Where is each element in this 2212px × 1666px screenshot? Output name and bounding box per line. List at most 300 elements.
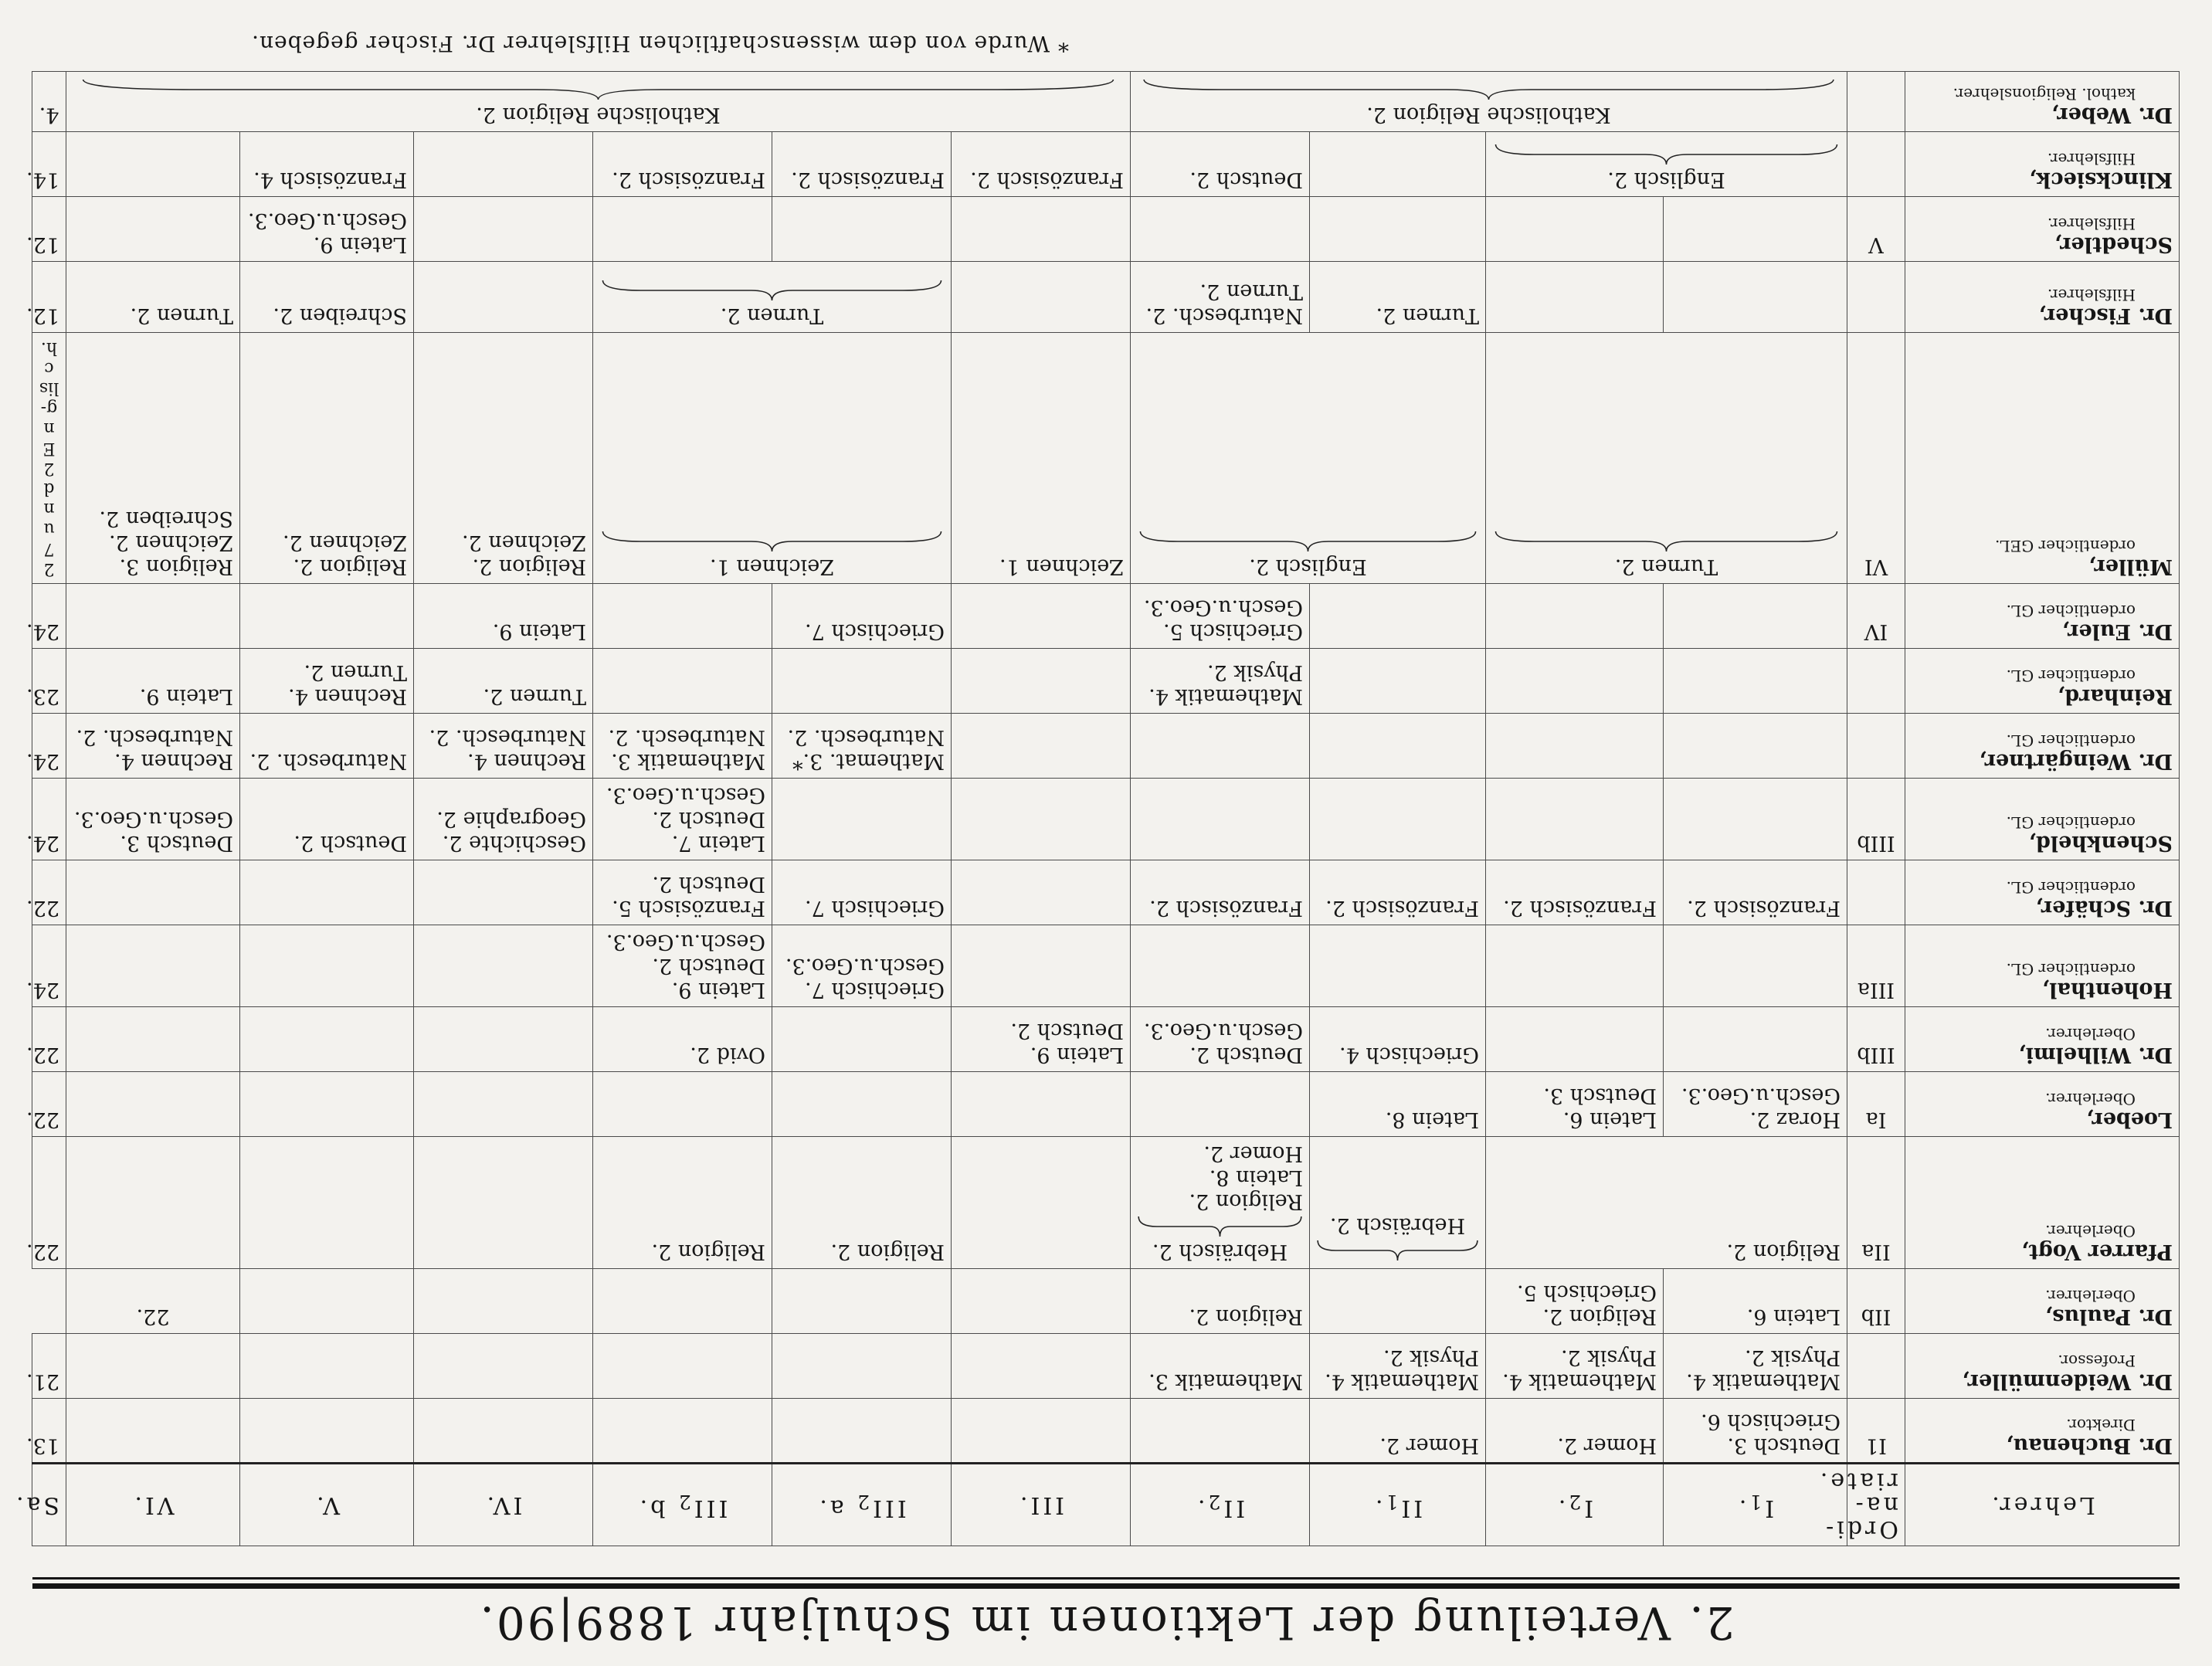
lesson-cell-I1 — [1664, 584, 1847, 649]
header-col-III: III. — [952, 1464, 1131, 1546]
sum-cell: 22. — [32, 860, 66, 925]
lesson-entry: Religion 2. — [293, 555, 407, 579]
teacher-name: Pfarrer Vogt, — [2021, 1240, 2173, 1264]
teacher-name: Dr. Weidenmüller, — [1962, 1369, 2173, 1393]
lesson-entry: Horaz 2. — [1749, 1108, 1841, 1132]
lesson-cell-IIIb — [772, 1269, 952, 1334]
lesson-cell-IIIa — [772, 584, 952, 649]
lesson-entry: Latein 9. — [671, 978, 765, 1002]
lesson-cell-II1 — [1310, 584, 1486, 649]
lesson-cell-II2 — [1131, 649, 1310, 714]
lesson-cell-III — [952, 1072, 1131, 1137]
lesson-entry: Mathematik 4. — [1325, 1369, 1479, 1393]
teacher-rank: kathol. Religionslehrer. — [1952, 85, 2136, 103]
lesson-entry: Religion 2. — [1726, 1240, 1841, 1264]
lesson-entry: Naturbesch. 2. — [76, 725, 233, 749]
lesson-cell-IV — [414, 1137, 593, 1269]
lesson-cell-II1 — [1310, 197, 1486, 262]
teacher-cell — [1905, 1399, 2180, 1464]
lesson-cell-III — [952, 197, 1131, 262]
table-row — [32, 584, 2180, 649]
sum-cell: 22. — [32, 1137, 66, 1269]
lesson-entry: Zeichnen 1. — [999, 555, 1124, 579]
lesson-entry: Deutsch 2. — [652, 807, 765, 831]
lesson-entry: Französisch 5. — [612, 896, 765, 920]
lesson-cell-I1 — [1664, 925, 1847, 1007]
teacher-cell — [1905, 72, 2180, 132]
sum-cell: 23. — [32, 649, 66, 714]
header-col-IIIa: $III_2$ a. — [772, 1464, 952, 1546]
brace-icon — [1316, 1237, 1479, 1264]
lesson-cell-II1 — [1310, 1072, 1486, 1137]
teacher-rank: Hilfslehrer. — [2047, 215, 2136, 233]
lesson-cell-IV — [414, 925, 593, 1007]
teacher-name: Klincksieck, — [2029, 168, 2173, 192]
teacher-name: Dr. Paulus, — [2044, 1305, 2173, 1328]
lesson-cell-II1 — [1310, 262, 1486, 333]
lesson-cell-IV — [414, 779, 593, 860]
header-col-V: V. — [240, 1464, 414, 1546]
lesson-entry: Gesch.u.Geo.3. — [1681, 1084, 1841, 1108]
lesson-cell-IIIa — [772, 860, 952, 925]
lesson-cell-VI — [66, 1072, 240, 1137]
lesson-cell-VI — [66, 1399, 240, 1464]
lesson-cell-II2 — [1131, 197, 1310, 262]
teacher-rank: Professor. — [2058, 1352, 2136, 1370]
brace-icon — [1137, 1213, 1303, 1240]
lesson-cell-V — [240, 779, 414, 860]
lesson-cell-II1 — [1310, 1137, 1486, 1269]
lesson-entry: Griechisch 7. — [805, 896, 945, 920]
hebraisch-label: Hebräisch 2. — [1329, 1213, 1466, 1237]
lesson-cell-I2 — [1486, 714, 1664, 779]
lesson-cell-I1 — [1486, 1137, 1847, 1269]
teacher-rank: ordentlicher GL. — [2006, 878, 2136, 897]
lesson-cell-II2 — [1131, 1137, 1310, 1269]
teacher-name: Loeber, — [2086, 1108, 2173, 1132]
lesson-entry: Französisch 4. — [253, 168, 407, 192]
ordinariat-cell: IIIa — [1847, 925, 1905, 1007]
lesson-cell-I1 — [1664, 1399, 1847, 1464]
teacher-cell — [1905, 779, 2180, 860]
brace-icon — [1137, 76, 1841, 103]
lesson-cell-I1 — [1664, 1007, 1847, 1072]
teacher-cell — [1905, 1072, 2180, 1137]
lesson-cell-V — [240, 1072, 414, 1137]
teacher-rank: Oberlehrer. — [2045, 1090, 2136, 1108]
lesson-cell-II1 — [1310, 1007, 1486, 1072]
lesson-cell-IIIb — [593, 779, 772, 860]
lesson-entry: Turnen 2. — [1199, 280, 1303, 304]
lesson-cell-I1 — [1664, 1072, 1847, 1137]
ordinariat-cell: VI — [1847, 333, 1905, 584]
lesson-entry: Französisch 2. — [1503, 896, 1657, 920]
lesson-cell-II2 — [1131, 860, 1310, 925]
lesson-cell-IIIa — [772, 197, 952, 262]
lesson-entry: Religion 2. — [1189, 1189, 1303, 1213]
teacher-cell — [1905, 649, 2180, 714]
lesson-cell-IV — [414, 262, 593, 333]
lesson-entry: Religion 3. — [119, 555, 233, 579]
lesson-cell-IV — [414, 860, 593, 925]
ordinariat-cell: IIa — [1847, 1137, 1905, 1269]
sum-cell: 24. — [32, 584, 66, 649]
lesson-cell-IIIb — [593, 1072, 772, 1137]
teacher-cell — [1905, 262, 2180, 333]
table-row — [32, 333, 2180, 584]
lesson-cell-VI — [66, 925, 240, 1007]
lesson-cell-V — [240, 333, 414, 584]
lesson-cell-V — [240, 925, 414, 1007]
lesson-entry: Religion 2. — [1542, 1305, 1657, 1328]
lesson-cell-IV — [414, 714, 593, 779]
lesson-entry: Deutsch 3. — [120, 831, 233, 855]
teacher-cell — [1905, 584, 2180, 649]
lesson-entry: Geschichte 2. — [442, 831, 586, 855]
lesson-cell-III — [952, 333, 1131, 584]
lesson-entry: Homer 2. — [1203, 1142, 1303, 1166]
lesson-cell-IIIb — [593, 1007, 772, 1072]
lesson-cell-VI — [66, 860, 240, 925]
sum-cell: 22. — [32, 1072, 66, 1137]
lesson-entry: Griechisch 7. — [805, 619, 945, 643]
lesson-cell-II2 — [1131, 1334, 1310, 1399]
lesson-cell-IIIa — [772, 779, 952, 860]
lesson-cell-IIIb — [593, 1334, 772, 1399]
lesson-entry: Griechisch 4. — [1339, 1043, 1479, 1067]
table-row — [32, 1399, 2180, 1464]
table-row — [32, 262, 2180, 333]
header-row — [32, 1464, 2180, 1546]
lesson-cell-III — [952, 1399, 1131, 1464]
lesson-cell-VI — [66, 584, 240, 649]
lesson-cell-V — [414, 1269, 593, 1334]
lesson-cell-II2 — [1131, 132, 1310, 197]
lesson-entry: Deutsch 3. — [1727, 1434, 1841, 1457]
lesson-entry: Physik 2. — [1744, 1345, 1841, 1369]
lesson-cell-III — [952, 649, 1131, 714]
teacher-name: Schedtler, — [2054, 232, 2173, 256]
table-row — [32, 72, 2180, 132]
lesson-cell-I1 — [1486, 333, 1847, 584]
lesson-entry: Latein 8. — [1209, 1166, 1303, 1189]
lesson-entry: Latein 9. — [1030, 1043, 1124, 1067]
lesson-cell-IIIa — [772, 1399, 952, 1464]
lesson-entry: Latein 6. — [1746, 1305, 1841, 1328]
lesson-entry: Turnen 2. — [1376, 304, 1479, 327]
header-sum: Sa. — [32, 1464, 66, 1546]
lesson-cell-IV — [414, 584, 593, 649]
lesson-cell-II1 — [1310, 1399, 1486, 1464]
lesson-cell-I1 — [1664, 714, 1847, 779]
lesson-cell-VI — [66, 132, 240, 197]
lesson-entry: Rechnen 4. — [288, 684, 407, 708]
footnote: * Wurde von dem wissenschaftlichen Hilfslehrer Dr. Fischer gegeben. — [251, 31, 1069, 56]
lesson-cell-IV — [414, 1072, 593, 1137]
lesson-cell-II2 — [1131, 1399, 1310, 1464]
teacher-name: Dr. Euler, — [2061, 619, 2173, 643]
lesson-cell-I1 — [1664, 197, 1847, 262]
lesson-cell-IIIa — [772, 925, 952, 1007]
teacher-name: Schenkheld, — [2028, 831, 2173, 855]
lesson-cell-VI — [66, 714, 240, 779]
lesson-cell-V — [240, 714, 414, 779]
table-row — [32, 197, 2180, 262]
table-row — [32, 1137, 2180, 1269]
lesson-entry: Rechnen 4. — [467, 749, 586, 773]
lesson-cell-IIIb — [593, 860, 772, 925]
lesson-cell-IIIa — [772, 1007, 952, 1072]
header-col-IIIb: $III_2$ b. — [593, 1464, 772, 1546]
lesson-entry: Homer 2. — [1379, 1434, 1479, 1457]
lesson-cell-I2 — [1486, 1007, 1664, 1072]
lesson-entry: Zeichnen 2. — [462, 531, 586, 555]
lesson-cell-IIIb — [593, 1137, 772, 1269]
teacher-rank: Oberlehrer. — [2045, 1025, 2136, 1043]
ordinariat-cell: I1 — [1847, 1399, 1905, 1464]
teacher-rank: Direktor. — [2066, 1416, 2136, 1434]
lesson-cell-V — [240, 1334, 414, 1399]
sum-cell: 14. — [32, 132, 66, 197]
ordinariat-cell — [1847, 714, 1905, 779]
title-rule-thin — [32, 1577, 2180, 1579]
lesson-cell-II2 — [1131, 584, 1310, 649]
lesson-cell-IIIa — [772, 132, 952, 197]
lesson-cell-I2 — [1486, 262, 1664, 333]
lesson-entry: Schreiben 2. — [99, 507, 233, 531]
header-lehrer: Lehrer. — [1905, 1464, 2180, 1546]
lesson-entry: Religion 2. — [830, 1240, 945, 1264]
lesson-cell-I2 — [1486, 584, 1664, 649]
turnen-label: Turnen 2. — [720, 304, 824, 327]
lesson-cell-IV — [414, 1334, 593, 1399]
lesson-cell-VI — [66, 1007, 240, 1072]
lesson-cell-IIIb — [593, 1399, 772, 1464]
lesson-cell-V — [240, 584, 414, 649]
teacher-rank: ordentlicher GL. — [2006, 731, 2136, 750]
lesson-entry: Französisch 2. — [1149, 896, 1303, 920]
lesson-entry: Zeichnen 2. — [283, 531, 407, 555]
ordinariat-cell — [1847, 649, 1905, 714]
lesson-cell-V — [240, 197, 414, 262]
lesson-cell-III — [1131, 1269, 1310, 1334]
lesson-entry: Deutsch 2. — [1010, 1019, 1124, 1043]
lesson-cell-II2 — [1310, 1269, 1486, 1334]
lesson-cell-IV — [593, 1269, 772, 1334]
lesson-cell-I1 — [1664, 649, 1847, 714]
brace-icon — [1492, 528, 1841, 555]
header-col-II1: $II_1$. — [1310, 1464, 1486, 1546]
lesson-cell-V — [240, 262, 414, 333]
lesson-entry: Latein 6. — [1562, 1108, 1657, 1132]
lesson-cell-II1 — [1310, 132, 1486, 197]
lesson-entry: Gesch.u.Geo.3. — [1143, 595, 1303, 619]
lesson-cell-I2 — [1486, 1399, 1664, 1464]
lesson-cell-I2 — [1486, 860, 1664, 925]
lesson-cell-I1 — [1664, 860, 1847, 925]
lesson-table — [13, 71, 2180, 1546]
englisch-label: Englisch 2. — [1607, 168, 1725, 192]
lesson-cell-III — [952, 584, 1131, 649]
sum-cell: 13. — [32, 1399, 66, 1464]
table-row — [32, 649, 2180, 714]
lesson-cell-VI — [240, 1269, 414, 1334]
lesson-entry: Mathemat. 3.* — [792, 749, 945, 773]
lesson-cell-IIIa — [593, 333, 952, 584]
lesson-entry: Latein 9. — [139, 684, 233, 708]
brace-icon — [599, 277, 945, 304]
lesson-cell-IIIa — [952, 1269, 1131, 1334]
lesson-cell-II1 — [1310, 860, 1486, 925]
ordinariat-cell: IIIb — [1847, 1007, 1905, 1072]
lesson-cell-IIIa — [772, 1072, 952, 1137]
lesson-cell-III — [952, 779, 1131, 860]
teacher-rank: Hilfslehrer. — [2047, 286, 2136, 304]
brace-icon — [599, 528, 945, 555]
lesson-cell-IIIb — [593, 132, 772, 197]
lesson-cell-IIIb — [593, 714, 772, 779]
lesson-entry: Deutsch 2. — [1189, 168, 1303, 192]
table-row — [32, 1334, 2180, 1399]
ordinariat-cell: IV — [1847, 584, 1905, 649]
lesson-cell-II2 — [1131, 925, 1310, 1007]
lesson-cell-VI — [66, 779, 240, 860]
lesson-cell-II1 — [1310, 779, 1486, 860]
lesson-cell-IIIa — [772, 714, 952, 779]
sum-cell: 27 und 2 Eng-lisch. — [32, 333, 66, 584]
sum-cell: 22. — [66, 1269, 240, 1334]
teacher-cell — [1905, 860, 2180, 925]
lesson-entry: Turnen 2. — [130, 304, 233, 327]
teacher-cell — [1905, 333, 2180, 584]
lesson-cell-IIIb — [593, 197, 772, 262]
lesson-cell-I2 — [1486, 197, 1664, 262]
brace-icon — [73, 76, 1124, 103]
zeichnen-label: Zeichnen 1. — [710, 555, 834, 579]
lesson-entry: Turnen 2. — [483, 684, 586, 708]
teacher-name: Müller, — [2088, 555, 2173, 579]
lesson-cell-IIIa — [772, 1137, 952, 1269]
teacher-rank: ordentlicher GL. — [2006, 960, 2136, 979]
lesson-cell-I2 — [1486, 779, 1664, 860]
lesson-cell-IV — [414, 132, 593, 197]
lesson-entry: Latein 9. — [313, 232, 407, 256]
lesson-entry: Naturbesch. 2. — [1145, 304, 1303, 327]
englisch-label: Englisch 2. — [1249, 555, 1367, 579]
lesson-entry: Deutsch 2. — [1189, 1043, 1303, 1067]
teacher-rank: Oberlehrer. — [2045, 1222, 2136, 1240]
lesson-cell-IIIb — [593, 925, 772, 1007]
lesson-entry: Griechisch 6. — [1701, 1410, 1841, 1434]
lesson-cell-I2 — [1486, 1072, 1664, 1137]
lesson-entry: Religion 2. — [472, 555, 586, 579]
teacher-name: Hohenthal, — [2041, 978, 2173, 1002]
lesson-entry: Naturbesch. 2. — [249, 749, 407, 773]
lesson-entry: Gesch.u.Geo.3. — [606, 783, 765, 807]
lesson-cell-II1 — [1310, 714, 1486, 779]
lesson-cell-I1 — [1486, 132, 1847, 197]
lesson-cell-III — [952, 132, 1131, 197]
teacher-cell — [1905, 1137, 2180, 1269]
teacher-rank: ordentlicher GL. — [2006, 602, 2136, 620]
lesson-entry: Mathematik 4. — [1148, 684, 1303, 708]
teacher-name: Dr. Schäfer, — [2035, 896, 2173, 920]
lesson-cell-IV — [414, 649, 593, 714]
lesson-cell-III — [952, 1334, 1131, 1399]
lesson-cell-VI — [66, 262, 240, 333]
sum-cell: 24. — [32, 925, 66, 1007]
header-col-IV: IV. — [414, 1464, 593, 1546]
ordinariat-cell — [1847, 262, 1905, 333]
sum-cell: 24. — [32, 779, 66, 860]
lesson-cell-II2 — [1131, 779, 1310, 860]
teacher-rank: ordentlicher GEL. — [1994, 537, 2136, 555]
lesson-entry: Latein 9. — [492, 619, 586, 643]
teacher-name: Dr. Wilhelmi, — [2018, 1043, 2173, 1067]
lesson-entry: Geographie 2. — [436, 807, 586, 831]
teacher-rank: ordentlicher GL. — [2006, 813, 2136, 832]
lesson-cell-I1 — [1131, 72, 1847, 132]
sum-cell: 21. — [32, 1334, 66, 1399]
teacher-cell — [1905, 1334, 2180, 1399]
lesson-cell-II2 — [1131, 262, 1310, 333]
lesson-entry: Deutsch 3. — [1543, 1084, 1657, 1108]
lesson-entry: Französisch 2. — [612, 168, 765, 192]
lesson-entry: Latein 7. — [671, 831, 765, 855]
ordinariat-cell — [1847, 72, 1905, 132]
lesson-cell-I1 — [1664, 1334, 1847, 1399]
lesson-cell-II2 — [1131, 1007, 1310, 1072]
teacher-cell — [1905, 1269, 2180, 1334]
teacher-rank: ordentlicher GL. — [2006, 667, 2136, 685]
lesson-cell-V — [240, 1007, 414, 1072]
teacher-name: Dr. Weber, — [2051, 103, 2173, 127]
lesson-entry: Physik 2. — [1560, 1345, 1657, 1369]
brace-icon — [1137, 528, 1479, 555]
teacher-name: Reinhard, — [2057, 684, 2173, 708]
lesson-cell-III — [952, 860, 1131, 925]
lesson-entry: Gesch.u.Geo.3. — [606, 930, 765, 954]
page-title: 2. Verteilung der Lektionen im Schuljahr 1889|90. — [477, 1596, 1735, 1649]
lesson-entry: Französisch 2. — [791, 168, 945, 192]
lesson-cell-V — [240, 132, 414, 197]
header-col-II2: $II_2$. — [1131, 1464, 1310, 1546]
lesson-cell-II2 — [1131, 1072, 1310, 1137]
lesson-cell-IV — [414, 1399, 593, 1464]
lesson-entry: Religion 2. — [651, 1240, 765, 1264]
lesson-cell-VI — [66, 649, 240, 714]
lesson-cell-II1 — [1486, 1269, 1664, 1334]
teacher-name: Dr. Weingärtner, — [1979, 749, 2173, 773]
header-col-VI: VI. — [66, 1464, 240, 1546]
table-row — [32, 1072, 2180, 1137]
lesson-cell-III — [952, 714, 1131, 779]
lesson-cell-III — [952, 1137, 1131, 1269]
lesson-entry: Französisch 2. — [970, 168, 1124, 192]
lesson-entry: Gesch.u.Geo.3. — [73, 807, 233, 831]
katholische-religion-label: Katholische Religion 2. — [1366, 103, 1611, 127]
lesson-cell-I1 — [1664, 1269, 1847, 1334]
lesson-entry: Griechisch 7. — [805, 978, 945, 1002]
lesson-cell-I2 — [1486, 925, 1664, 1007]
lesson-cell-III — [952, 1007, 1131, 1072]
lesson-entry: Latein 8. — [1385, 1108, 1479, 1132]
lesson-cell-III — [66, 72, 1131, 132]
lesson-entry: Physik 2. — [1382, 1345, 1479, 1369]
lesson-entry: Gesch.u.Geo.3. — [785, 954, 945, 978]
lesson-cell-I2 — [1486, 1334, 1664, 1399]
lesson-cell-I2 — [1486, 649, 1664, 714]
